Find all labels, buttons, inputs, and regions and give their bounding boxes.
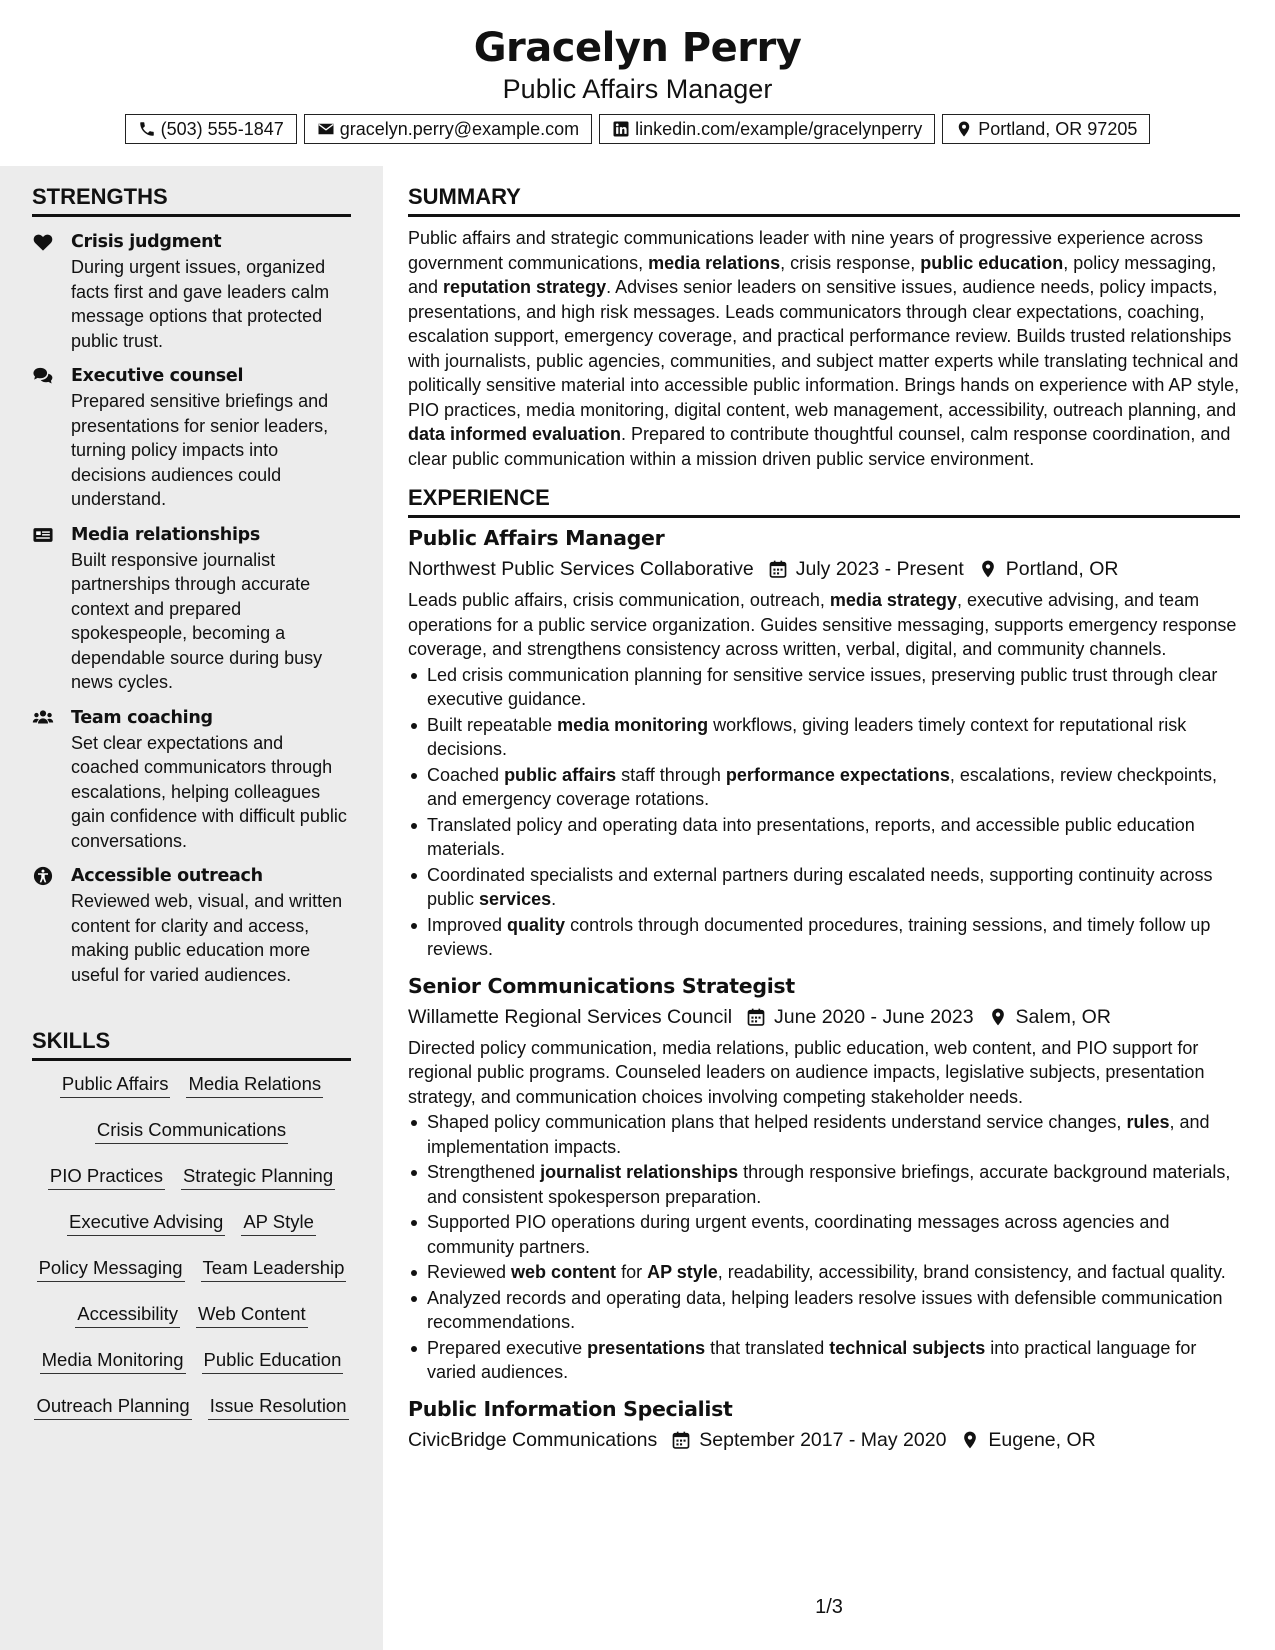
job-location: Portland, OR (1005, 558, 1119, 580)
skill-tag: Accessibility (75, 1301, 180, 1328)
users-icon (32, 708, 54, 728)
skill-tag: Executive Advising (67, 1209, 225, 1236)
emphasis-text: performance expectations (725, 764, 950, 785)
candidate-name: Gracelyn Perry (473, 25, 802, 71)
bullet-item: Strengthened journalist relationships through responsive briefings, accurate background materials, and consistent spokesperson preparation. (408, 1160, 1240, 1209)
skill-tag: Strategic Planning (181, 1163, 335, 1190)
strength-item (32, 864, 351, 987)
candidate-role: Public Affairs Manager (502, 74, 773, 104)
strength-description: Built responsive journalist partnerships through accurate context and prepared spokespeople, becoming a dependable source during busy news cycles. (71, 549, 323, 692)
contact-email[interactable] (304, 114, 592, 144)
skills-section (32, 1028, 351, 1439)
strengths-section (32, 184, 351, 987)
job-description: Leads public affairs, crisis communication, outreach, media strategy, executive advising, and team operations for a public service organization. Guides sensitive messaging, supports emergency response coverage, and strengthens consistency across written, verbal, digital, and community channels. (408, 590, 1237, 659)
summary-text: Public affairs and strategic communications leader with nine years of progressive experience across government communications, media relations, crisis response, public education, policy messaging, and reputation strategy. Advises senior leaders on sensitive issues, audience needs, policy impacts, presentations, and high risk messages. Leads communicators through clear expectations, coaching, escalation support, emergency coverage, and practical performance review. Builds trusted relationships with journalists, public agencies, communities, and subject matter experts while translating technical and politically sensitive material into accessible public information. Brings hands on experience with AP style, PIO practices, media monitoring, digital content, web management, accessibility, outreach planning, and data informed evaluation. Prepared to contribute thoughtful counsel, calm response coordination, and clear public communication within a mission driven public service environment. (408, 228, 1240, 469)
summary-title: SUMMARY (408, 184, 1240, 217)
strength-item (32, 523, 351, 695)
emphasis-text: public affairs (504, 764, 617, 785)
emphasis-text: public education (920, 252, 1064, 273)
emphasis-text: reputation strategy (443, 277, 607, 297)
contact-bar (0, 114, 1275, 144)
newspaper-icon (32, 525, 54, 545)
strength-name: Accessible outreach (71, 866, 263, 886)
emphasis-text: technical subjects (829, 1337, 986, 1358)
job-entry (408, 1395, 1240, 1454)
job-organization: Willamette Regional Services Council (408, 1005, 733, 1028)
location-pin-icon (960, 1430, 980, 1450)
strength-name: Media relationships (71, 524, 260, 545)
job-dates: September 2017 - May 2020 (699, 1428, 947, 1451)
job-meta (408, 1426, 1240, 1454)
contact-email-text: gracelyn.perry@example.com (339, 118, 580, 139)
contact-location-text: Portland, OR 97205 (978, 118, 1138, 139)
location-pin-icon (955, 120, 973, 138)
linkedin-icon (612, 120, 630, 138)
job-bullets (408, 1110, 1240, 1385)
contact-linkedin[interactable] (599, 114, 935, 144)
bullet-item: Translated policy and operating data into presentations, reports, and accessible public education materials. (408, 813, 1240, 862)
job-dates: July 2023 - Present (795, 558, 964, 580)
main-content (408, 166, 1240, 1606)
contact-phone-text: (503) 555-1847 (160, 118, 284, 139)
job-organization: CivicBridge Communications (408, 1428, 658, 1451)
skill-tag: Policy Messaging (37, 1255, 185, 1282)
skill-tag: Public Education (202, 1347, 344, 1374)
bullet-item: Shaped policy communication plans that helped residents understand service changes, rules, and implementation impacts. (408, 1110, 1240, 1159)
contact-linkedin-text: linkedin.com/example/gracelynperry (635, 118, 923, 139)
job-meta (408, 1003, 1240, 1031)
job-title: Public Information Specialist (408, 1396, 733, 1421)
bullet-item: Supported PIO operations during urgent events, coordinating messages across agencies and community partners. (408, 1210, 1240, 1259)
page-number: 1/3 (815, 1596, 843, 1618)
job-organization: Northwest Public Services Collaborative (408, 558, 754, 580)
bullet-item: Led crisis communication planning for sensitive service issues, preserving public trust through clear executive guidance. (408, 663, 1240, 712)
bullet-item: Coached public affairs staff through performance expectations, escalations, review checkpoints, and emergency coverage rotations. (408, 763, 1240, 812)
emphasis-text: AP style (647, 1262, 718, 1282)
job-location: Eugene, OR (988, 1428, 1096, 1451)
phone-icon (138, 120, 156, 138)
strength-item (32, 230, 351, 353)
strength-name: Team coaching (71, 707, 213, 728)
job-entry (408, 524, 1240, 962)
summary-section (408, 184, 1240, 471)
bullet-item: Improved quality controls through documented procedures, training sessions, and timely follow up reviews. (408, 913, 1240, 962)
envelope-icon (317, 120, 335, 138)
bullet-item: Analyzed records and operating data, helping leaders resolve issues with defensible communication recommendations. (408, 1286, 1240, 1335)
calendar-icon (671, 1430, 691, 1450)
calendar-icon (768, 559, 788, 579)
skill-tag: Web Content (196, 1301, 308, 1328)
strength-item (32, 706, 351, 854)
emphasis-text: services (479, 889, 552, 909)
emphasis-text: data informed evaluation (408, 424, 622, 444)
emphasis-text: journalist relationships (540, 1162, 739, 1182)
strengths-title: STRENGTHS (32, 184, 351, 217)
emphasis-text: presentations (587, 1337, 706, 1358)
strength-item (32, 364, 351, 512)
emphasis-text: quality (507, 914, 566, 935)
accessibility-icon (32, 866, 54, 886)
skill-tag: Crisis Communications (95, 1117, 288, 1144)
emphasis-text: media strategy (829, 590, 957, 610)
skills-title: SKILLS (32, 1028, 351, 1061)
bullet-item: Prepared executive presentations that translated technical subjects into practical language for varied audiences. (408, 1336, 1240, 1385)
location-pin-icon (978, 559, 998, 579)
skill-tag: Public Affairs (60, 1071, 171, 1098)
skill-tag: Media Monitoring (40, 1347, 186, 1374)
emphasis-text: web content (511, 1262, 617, 1282)
bullet-item: Coordinated specialists and external partners during escalated needs, supporting continuity across public services. (408, 863, 1240, 912)
skills-list (32, 1071, 351, 1439)
skill-tag: PIO Practices (48, 1163, 165, 1190)
strength-description: Reviewed web, visual, and written content for clarity and access, making public education more useful for varied audiences. (71, 891, 343, 985)
skill-tag: Team Leadership (201, 1255, 347, 1282)
job-description: Directed policy communication, media relations, public education, web content, and PIO support for regional public programs. Counseled leaders on audience impacts, legislative subjects, presentation strategy, and communication choices involving competing stakeholder needs. (408, 1037, 1205, 1107)
strength-description: Prepared sensitive briefings and presentations for senior leaders, turning policy impacts into decisions audiences could understand. (71, 391, 329, 509)
emphasis-text: media relations (648, 252, 781, 273)
emphasis-text: rules (1126, 1112, 1170, 1132)
skill-tag: Issue Resolution (208, 1393, 349, 1420)
contact-phone[interactable] (125, 114, 297, 144)
job-location: Salem, OR (1015, 1005, 1111, 1028)
contact-location (942, 114, 1150, 144)
job-title: Public Affairs Manager (408, 526, 665, 550)
strength-description: Set clear expectations and coached communicators through escalations, helping colleagues gain confidence with difficult public conversations. (71, 732, 347, 851)
bullet-item: Built repeatable media monitoring workflows, giving leaders timely context for reputational risk decisions. (408, 713, 1240, 762)
sidebar (0, 166, 383, 1650)
strength-name: Crisis judgment (71, 232, 222, 252)
skill-tag: AP Style (241, 1209, 316, 1236)
job-dates: June 2020 - June 2023 (774, 1005, 974, 1028)
calendar-icon (746, 1007, 766, 1027)
job-title: Senior Communications Strategist (408, 973, 795, 998)
resume-header (0, 0, 1275, 166)
job-meta (408, 555, 1240, 583)
strength-description: During urgent issues, organized facts first and gave leaders calm message options that protected public trust. (71, 257, 330, 351)
speech-bubbles-icon (32, 366, 54, 386)
job-bullets (408, 663, 1240, 962)
skill-tag: Outreach Planning (34, 1393, 191, 1420)
job-entry (408, 972, 1240, 1385)
experience-section (408, 485, 1240, 1454)
strength-name: Executive counsel (71, 366, 244, 386)
emphasis-text: media monitoring (557, 714, 709, 735)
experience-title: EXPERIENCE (408, 485, 1240, 518)
heart-icon (32, 232, 54, 252)
bullet-item: Reviewed web content for AP style, readability, accessibility, brand consistency, and factual quality. (408, 1260, 1240, 1285)
skill-tag: Media Relations (186, 1071, 323, 1098)
location-pin-icon (988, 1007, 1008, 1027)
